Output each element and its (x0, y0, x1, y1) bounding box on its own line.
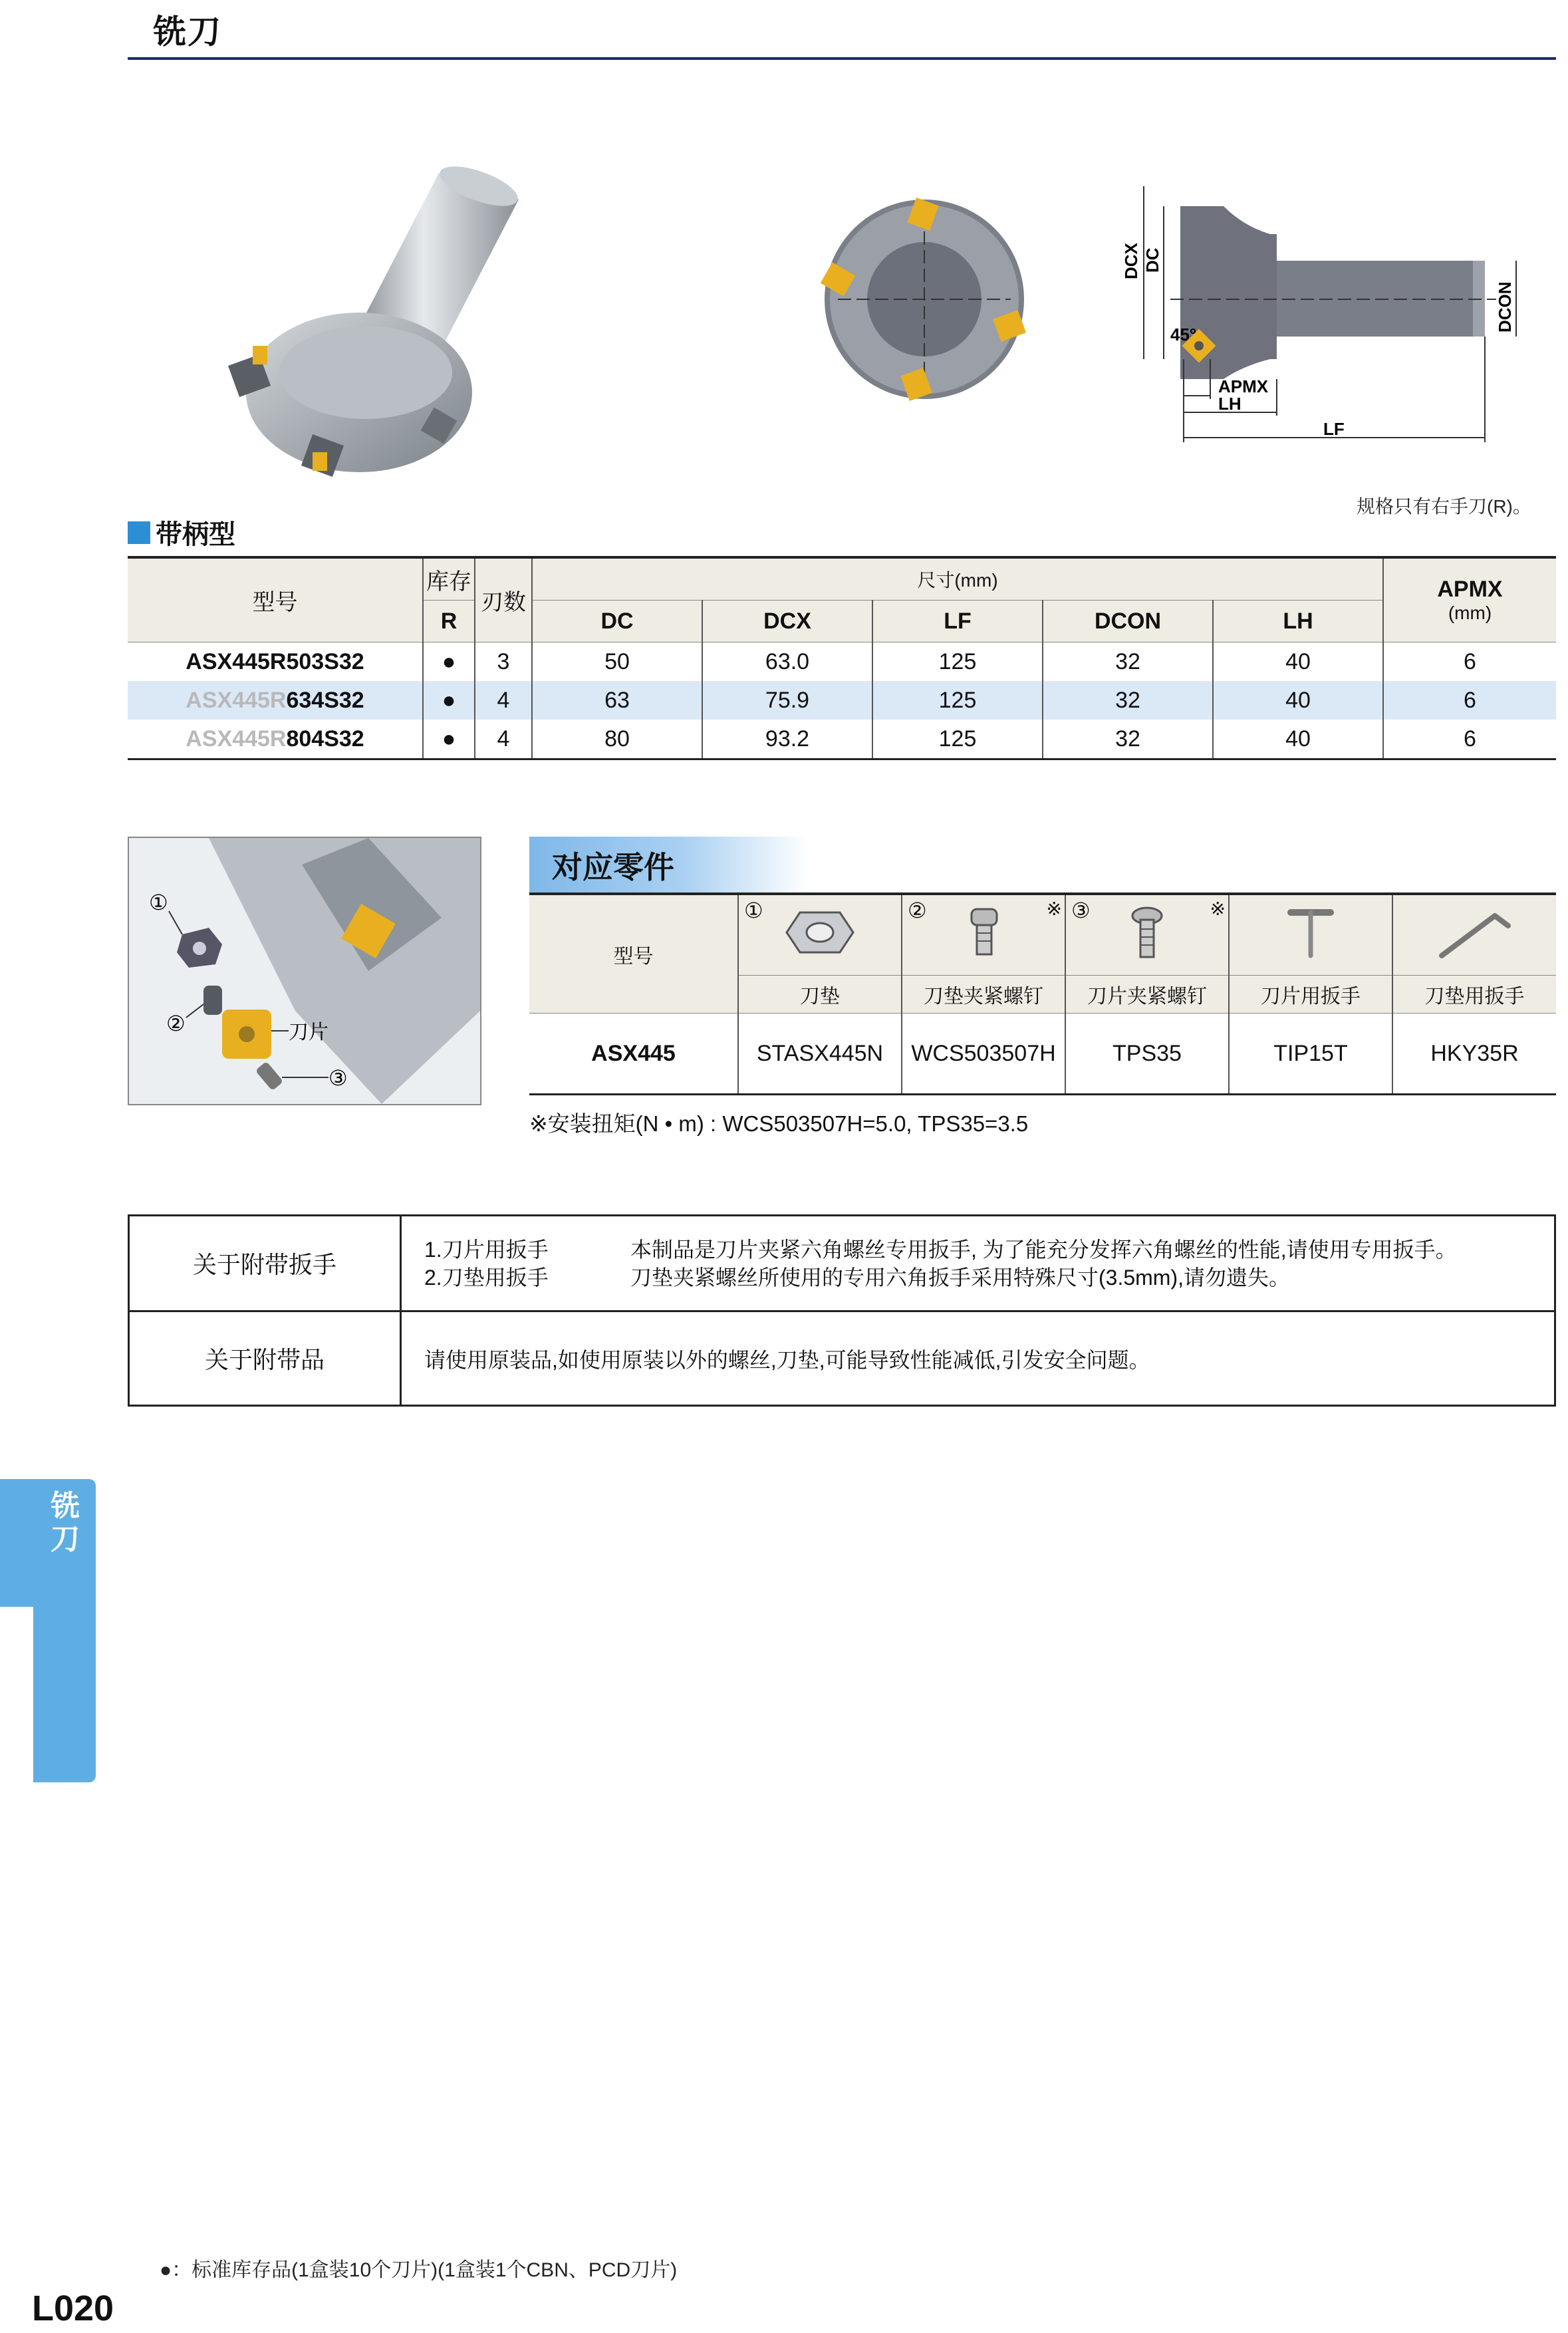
parts-illustration (129, 838, 480, 1104)
side-tab-label: 铣 刀 (51, 1490, 80, 1556)
header-stock-r: R (423, 601, 475, 642)
parts-exploded-photo (128, 837, 481, 1105)
torx-wrench-icon (1271, 899, 1351, 966)
parts-icon-cell (902, 894, 1065, 976)
cell-model: ASX445R503S32 (186, 648, 364, 674)
parts-table (529, 892, 1556, 1095)
part-name-shim-screw: 刀垫夹紧螺钉 (902, 976, 1065, 1014)
hex-key-icon (1428, 899, 1521, 966)
header-flutes: 刃数 (475, 557, 532, 642)
header-dimensions: 尺寸(mm) (532, 557, 1383, 601)
cell-lf: 125 (872, 642, 1043, 682)
cell-stock: ● (423, 720, 475, 759)
title-rule (128, 57, 1556, 60)
section-heading-holder (128, 513, 235, 551)
header-apmx (1383, 557, 1556, 642)
cell-lh: 40 (1213, 642, 1383, 682)
label-lh: LH (1218, 394, 1241, 414)
parts-icon-cell (1392, 894, 1556, 976)
part-note-star: ※ (1046, 898, 1062, 919)
info-value: 本制品是刀片夹紧六角螺丝专用扳手, 为了能充分发挥六角螺丝的性能,请使用专用扳手。 (630, 1237, 1457, 1262)
header-apmx-label: APMX (1437, 577, 1503, 602)
cell-model: ASX445R634S32 (128, 681, 423, 720)
callout-insert: 刀片 (289, 1022, 328, 1043)
table-row (128, 720, 1556, 759)
part-name-shim-wrench: 刀垫用扳手 (1392, 976, 1556, 1014)
table-row (128, 642, 1556, 682)
header-stock: 库存 (423, 557, 475, 601)
info-value: 刀垫夹紧螺丝所使用的专用六角扳手采用特殊尺寸(3.5mm),请勿遗失。 (630, 1265, 1291, 1290)
side-tab-edge (0, 1479, 33, 1607)
part-number-3: ③ (1071, 898, 1091, 922)
cell-lf: 125 (872, 681, 1043, 720)
info-content-wrench (401, 1216, 1555, 1311)
part-number-1: ① (744, 898, 763, 922)
parts-cell-model: ASX445 (529, 1014, 738, 1095)
part-number-2: ② (908, 898, 927, 922)
info-content-accessory: 请使用原装品,如使用原装以外的螺丝,刀垫,可能导致性能减低,引发安全问题。 (401, 1311, 1555, 1406)
info-label-accessory: 关于附带品 (129, 1311, 401, 1406)
cell-lh: 40 (1213, 720, 1383, 759)
right-hand-note: 规格只有右手刀(R)。 (1357, 496, 1531, 517)
cell-dcx: 93.2 (702, 720, 872, 759)
parts-icon-cell (1065, 894, 1229, 976)
parts-cell-insert-screw: TPS35 (1065, 1014, 1229, 1095)
callout-3: ③ (328, 1066, 348, 1090)
info-label-wrench: 关于附带扳手 (129, 1216, 401, 1311)
parts-cell-shim-screw: WCS503507H (902, 1014, 1065, 1095)
cell-lh: 40 (1213, 681, 1383, 720)
shim-screw-icon (944, 902, 1023, 962)
label-dcon: DCON (1495, 281, 1515, 333)
footer-stock-note: ●：标准库存品(1盒装10个刀片)(1盒装1个CBN、PCD刀片) (160, 2259, 678, 2281)
header-dcx: DCX (702, 601, 872, 642)
cell-dcon: 32 (1043, 681, 1213, 720)
insert-screw-icon (1107, 902, 1187, 962)
part-note-star: ※ (1210, 898, 1226, 919)
cell-flutes: 4 (475, 681, 532, 720)
cell-dcx: 63.0 (702, 642, 872, 682)
shim-icon (780, 902, 860, 962)
label-apmx: APMX (1218, 376, 1269, 396)
cell-apmx: 6 (1383, 720, 1556, 759)
info-row (129, 1216, 1555, 1311)
parts-cell-shim-wrench: HKY35R (1392, 1014, 1556, 1095)
front-view (821, 198, 1026, 401)
info-line (424, 1264, 1531, 1292)
cell-flutes: 3 (475, 642, 532, 682)
cell-dcon: 32 (1043, 642, 1213, 682)
label-dc: DC (1142, 247, 1162, 273)
holder-spec-table (128, 556, 1556, 760)
accessory-info-box (128, 1214, 1556, 1407)
header-model: 型号 (128, 557, 423, 642)
section-marker-icon (128, 521, 150, 544)
label-lf: LF (1323, 419, 1345, 439)
header-dc: DC (532, 601, 702, 642)
info-row (129, 1311, 1555, 1406)
cell-apmx: 6 (1383, 681, 1556, 720)
technical-drawing (811, 186, 1529, 499)
label-angle: 45° (1170, 325, 1197, 344)
callout-2: ② (166, 1012, 186, 1035)
torque-note: ※安装扭矩(N • m) : WCS503507H=5.0, TPS35=3.5 (529, 1111, 1029, 1136)
page-number: L020 (32, 2288, 114, 2328)
label-dcx: DCX (1121, 243, 1141, 279)
cell-dcx: 75.9 (702, 681, 872, 720)
parts-cell-insert-wrench: TIP15T (1229, 1014, 1392, 1095)
header-dcon: DCON (1043, 601, 1213, 642)
part-name-insert-screw: 刀片夹紧螺钉 (1065, 976, 1229, 1014)
cell-dcon: 32 (1043, 720, 1213, 759)
cell-lf: 125 (872, 720, 1043, 759)
callout-1: ① (149, 891, 168, 914)
cell-dc: 80 (532, 720, 702, 759)
parts-icon-cell (1229, 894, 1392, 976)
part-name-shim: 刀垫 (738, 976, 902, 1014)
part-name-insert-wrench: 刀片用扳手 (1229, 976, 1392, 1014)
parts-header-model: 型号 (529, 894, 738, 1014)
info-line (424, 1236, 1531, 1264)
table-row (128, 681, 1556, 720)
section-title: 带柄型 (156, 520, 235, 549)
cell-model: ASX445R804S32 (128, 720, 423, 759)
cell-apmx: 6 (1383, 642, 1556, 682)
parts-cell-shim: STASX445N (738, 1014, 902, 1095)
parts-icon-cell (738, 894, 902, 976)
page-title: 铣刀 (153, 13, 222, 51)
cell-stock: ● (423, 642, 475, 682)
header-apmx-unit: (mm) (1448, 603, 1492, 623)
cell-dc: 50 (532, 642, 702, 682)
info-key: 1.刀片用扳手 (424, 1237, 549, 1262)
cell-dc: 63 (532, 681, 702, 720)
parts-heading (529, 837, 809, 892)
cell-stock: ● (423, 681, 475, 720)
header-lh: LH (1213, 601, 1383, 642)
info-key: 2.刀垫用扳手 (424, 1265, 549, 1290)
parts-heading-text: 对应零件 (552, 850, 674, 885)
table-row (529, 1014, 1556, 1095)
cell-flutes: 4 (475, 720, 532, 759)
tool-product-photo (213, 160, 585, 505)
side-view (1170, 206, 1496, 379)
header-lf: LF (872, 601, 1043, 642)
